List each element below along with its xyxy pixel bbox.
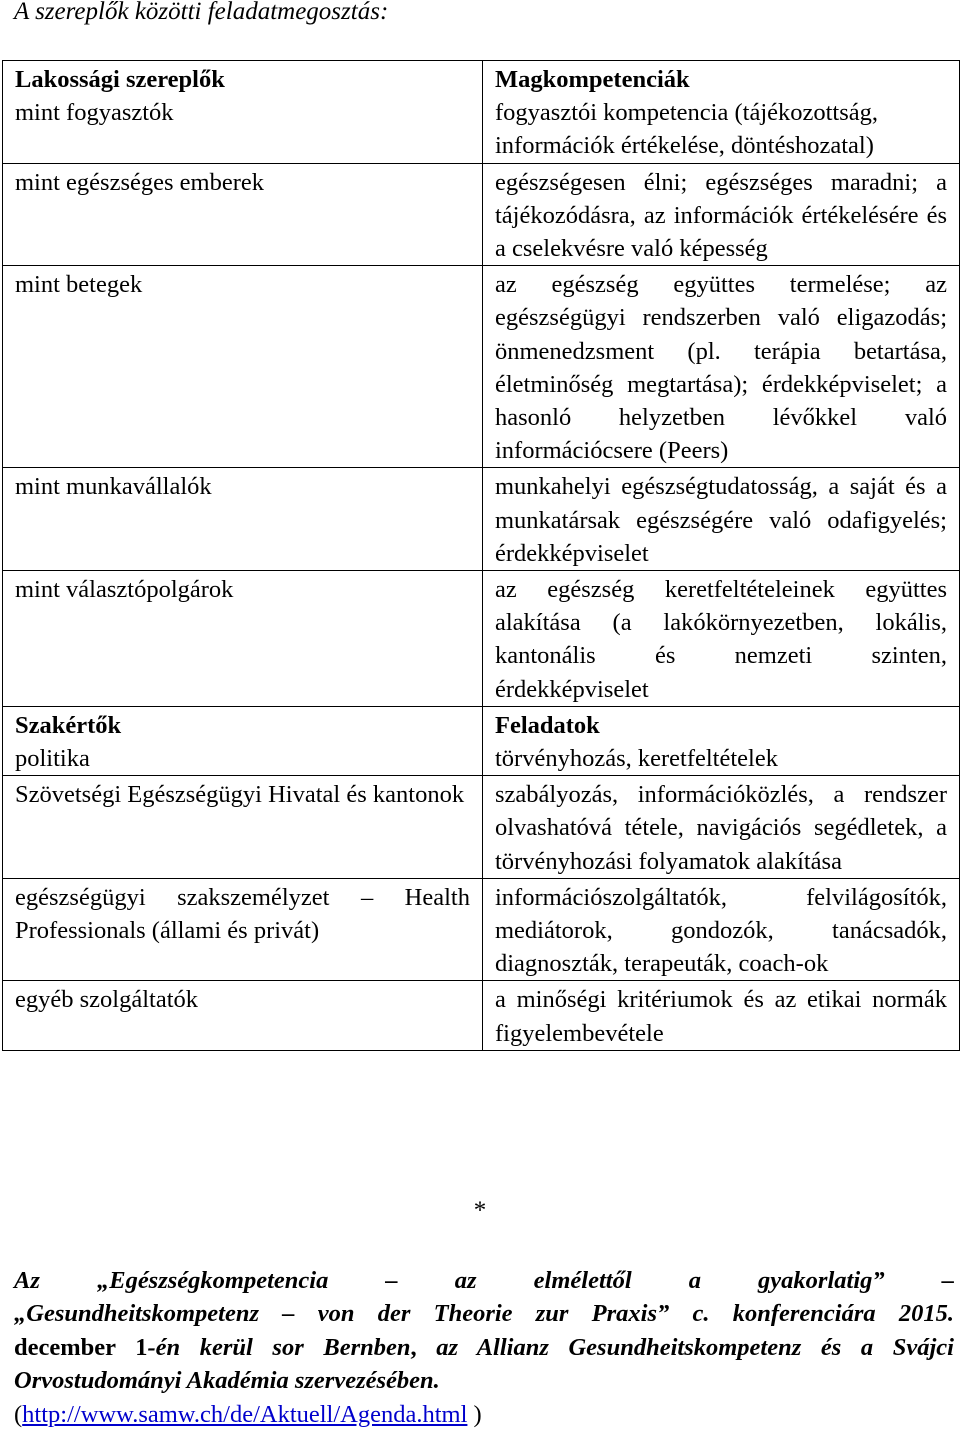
table-row xyxy=(3,571,960,707)
section-separator: * xyxy=(473,1197,487,1224)
table-cell-expert: egészségügyi szakszemélyzet – Health Professionals (állami és privát) xyxy=(15,883,470,945)
table-cell-competency: fogyasztói kompetencia (tájékozottság, információk értékelése, döntéshozatal) xyxy=(495,99,879,160)
conference-note xyxy=(14,1264,954,1431)
table-cell-competency: az egészség együttes termelése; az egészségügyi rendszerben való eligazodás; önmenedzsment (pl. terápia betartása, életminőség megtartása); érdekképviselet; a hasonló helyzetben lévőkkel való információcsere (Peers) xyxy=(495,271,947,465)
table-row xyxy=(3,981,960,1050)
note-link-line xyxy=(14,1398,954,1431)
note-line: „Gesundheitskompetenz – von der Theorie zur Praxis” c. konferenciára 2015. xyxy=(14,1300,954,1328)
table-row xyxy=(3,706,960,775)
table-cell-actor: mint egészséges emberek xyxy=(15,168,264,196)
note-line: Orvostudományi Akadémia szervezésében. xyxy=(14,1367,440,1395)
note-date: december 1 xyxy=(14,1333,148,1361)
table-cell-competency: egészségesen élni; egészséges maradni; a tájékozódásra, az információk értékelésére és a cselekvésre való képesség xyxy=(495,168,947,263)
agenda-link[interactable]: http://www.samw.ch/de/Aktuell/Agenda.html xyxy=(22,1400,468,1428)
note-text: , xyxy=(410,1333,417,1361)
section-heading: A szereplők közötti feladatmegosztás: xyxy=(14,0,389,25)
table-cell-task: a minőségi kritériumok és az etikai normák figyelembevétele xyxy=(495,986,947,1047)
table-cell-task: szabályozás, információközlés, a rendszer olvashatóvá tétele, navigációs segédletek, a törvényhozási folyamatok alakítása xyxy=(495,781,947,875)
table-cell-actor: mint fogyasztók xyxy=(15,99,174,127)
table-cell-actor: mint betegek xyxy=(15,271,143,299)
table-cell-expert: politika xyxy=(15,745,90,773)
table-row xyxy=(3,468,960,571)
note-line: Az „Egészségkompetencia – az elmélettől a gyakorlatig” – xyxy=(14,1267,954,1294)
table-cell-actor: mint választópolgárok xyxy=(15,576,234,604)
table-cell-task: törvényhozás, keretfeltételek xyxy=(495,745,778,773)
column-header-competencies: Magkompetenciák xyxy=(495,66,690,93)
table-cell-actor: mint munkavállalók xyxy=(15,473,212,501)
note-line xyxy=(14,1331,954,1364)
table-row xyxy=(3,266,960,468)
table-row xyxy=(3,776,960,879)
table-row xyxy=(3,878,960,981)
table-row xyxy=(3,163,960,266)
table-cell-competency: az egészség keretfeltételeinek együttes alakítása (a lakókörnyezetben, lokális, kantonális és nemzeti szinten, érdekképviselet xyxy=(495,576,947,703)
table-row xyxy=(3,61,960,164)
column-header-actors: Lakossági szereplők xyxy=(15,66,225,93)
column-header-tasks: Feladatok xyxy=(495,711,600,739)
paren-open: ( xyxy=(14,1400,23,1428)
paren-close: ) xyxy=(467,1400,482,1428)
table-cell-expert: Szövetségi Egészségügyi Hivatal és kantonok xyxy=(15,781,465,809)
table-cell-task: információszolgáltatók, felvilágosítók, mediátorok, gondozók, tanácsadók, diagnoszták, terapeuták, coach-ok xyxy=(495,883,947,978)
table-cell-expert: egyéb szolgáltatók xyxy=(15,986,199,1014)
note-text: -én kerül sor Bernben xyxy=(147,1333,411,1361)
column-header-experts: Szakértők xyxy=(15,711,122,739)
note-text: az Allianz Gesundheitskompetenz és a Svájci xyxy=(416,1333,954,1361)
table-cell-competency: munkahelyi egészségtudatosság, a saját és a munkatársak egészségére való odafigyelés; érdekképviselet xyxy=(495,473,947,567)
roles-table xyxy=(2,60,960,1051)
